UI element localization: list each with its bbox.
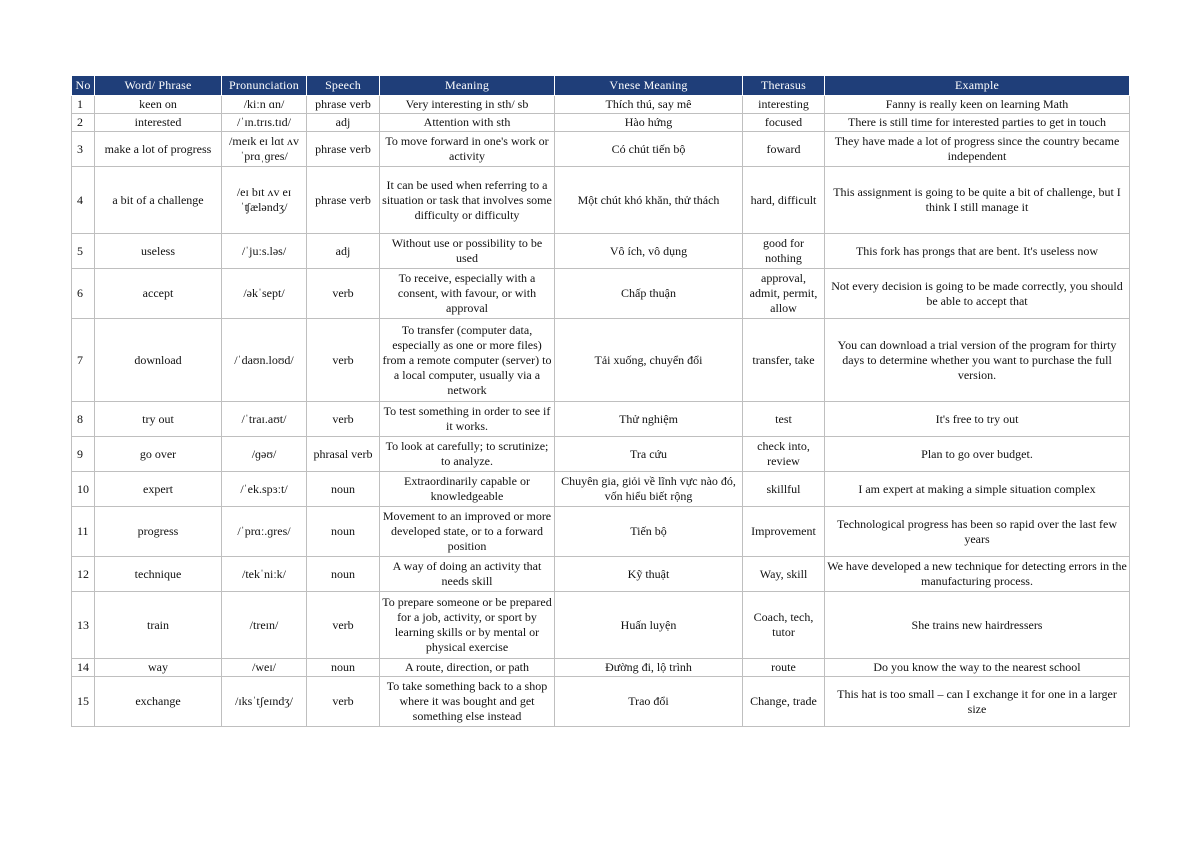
cell-thesaurus: check into, review — [743, 437, 825, 472]
cell-vnese-meaning: Vô ích, vô dụng — [555, 234, 743, 269]
cell-example: It's free to try out — [825, 402, 1130, 437]
cell-word: exchange — [95, 677, 222, 727]
cell-thesaurus: transfer, take — [743, 319, 825, 402]
header-thesaurus: Therasus — [743, 76, 825, 96]
cell-no: 5 — [72, 234, 95, 269]
cell-meaning: To transfer (computer data, especially as one or more files) from a remote computer (server) to a local computer, usually via a network — [380, 319, 555, 402]
cell-example: Do you know the way to the nearest school — [825, 659, 1130, 677]
cell-speech: verb — [307, 319, 380, 402]
cell-meaning: To prepare someone or be prepared for a job, activity, or sport by learning skills or by mental or physical exercise — [380, 592, 555, 659]
header-word: Word/ Phrase — [95, 76, 222, 96]
cell-no: 4 — [72, 167, 95, 234]
cell-vnese-meaning: Trao đổi — [555, 677, 743, 727]
cell-meaning: To look at carefully; to scrutinize; to analyze. — [380, 437, 555, 472]
cell-example: This fork has prongs that are bent. It's useless now — [825, 234, 1130, 269]
cell-example: There is still time for interested parties to get in touch — [825, 114, 1130, 132]
cell-example: You can download a trial version of the program for thirty days to determine whether you want to purchase the full version. — [825, 319, 1130, 402]
cell-example: We have developed a new technique for detecting errors in the manufacturing process. — [825, 557, 1130, 592]
cell-word: make a lot of progress — [95, 132, 222, 167]
cell-word: try out — [95, 402, 222, 437]
cell-word: go over — [95, 437, 222, 472]
cell-meaning: Extraordinarily capable or knowledgeable — [380, 472, 555, 507]
cell-example: This hat is too small – can I exchange it for one in a larger size — [825, 677, 1130, 727]
cell-pronunciation: /ˈtraɪ.aʊt/ — [222, 402, 307, 437]
cell-word: a bit of a challenge — [95, 167, 222, 234]
cell-thesaurus: Way, skill — [743, 557, 825, 592]
cell-speech: noun — [307, 472, 380, 507]
cell-no: 3 — [72, 132, 95, 167]
cell-pronunciation: /əkˈsept/ — [222, 269, 307, 319]
cell-no: 1 — [72, 96, 95, 114]
cell-meaning: Attention with sth — [380, 114, 555, 132]
table-row — [72, 96, 1130, 114]
cell-speech: verb — [307, 592, 380, 659]
header-no: No — [72, 76, 95, 96]
cell-pronunciation: /meɪk eɪ lɑt ʌv ˈprɑˌɡres/ — [222, 132, 307, 167]
cell-vnese-meaning: Kỹ thuật — [555, 557, 743, 592]
cell-speech: noun — [307, 557, 380, 592]
cell-word: way — [95, 659, 222, 677]
cell-no: 15 — [72, 677, 95, 727]
cell-word: keen on — [95, 96, 222, 114]
cell-no: 9 — [72, 437, 95, 472]
cell-speech: noun — [307, 507, 380, 557]
cell-pronunciation: /ˈek.spɜːt/ — [222, 472, 307, 507]
cell-meaning: A way of doing an activity that needs skill — [380, 557, 555, 592]
cell-word: progress — [95, 507, 222, 557]
cell-vnese-meaning: Huấn luyện — [555, 592, 743, 659]
header-speech: Speech — [307, 76, 380, 96]
cell-meaning: To take something back to a shop where it was bought and get something else instead — [380, 677, 555, 727]
table-row — [72, 167, 1130, 234]
cell-vnese-meaning: Hào hứng — [555, 114, 743, 132]
cell-thesaurus: interesting — [743, 96, 825, 114]
header-row — [72, 76, 1130, 96]
header-example: Example — [825, 76, 1130, 96]
cell-thesaurus: focused — [743, 114, 825, 132]
cell-no: 6 — [72, 269, 95, 319]
table-row — [72, 507, 1130, 557]
cell-example: Fanny is really keen on learning Math — [825, 96, 1130, 114]
cell-speech: phrase verb — [307, 167, 380, 234]
cell-no: 11 — [72, 507, 95, 557]
table-row — [72, 472, 1130, 507]
cell-meaning: Movement to an improved or more developed state, or to a forward position — [380, 507, 555, 557]
cell-speech: phrasal verb — [307, 437, 380, 472]
cell-meaning: Without use or possibility to be used — [380, 234, 555, 269]
cell-pronunciation: /treɪn/ — [222, 592, 307, 659]
cell-example: This assignment is going to be quite a bit of challenge, but I think I still manage it — [825, 167, 1130, 234]
cell-thesaurus: good for nothing — [743, 234, 825, 269]
cell-thesaurus: approval, admit, permit, allow — [743, 269, 825, 319]
cell-no: 8 — [72, 402, 95, 437]
cell-word: accept — [95, 269, 222, 319]
cell-no: 7 — [72, 319, 95, 402]
cell-thesaurus: foward — [743, 132, 825, 167]
cell-thesaurus: Change, trade — [743, 677, 825, 727]
header-pronunciation: Pronunciation — [222, 76, 307, 96]
cell-example: I am expert at making a simple situation complex — [825, 472, 1130, 507]
cell-meaning: Very interesting in sth/ sb — [380, 96, 555, 114]
cell-vnese-meaning: Một chút khó khăn, thử thách — [555, 167, 743, 234]
cell-speech: adj — [307, 114, 380, 132]
cell-no: 14 — [72, 659, 95, 677]
table-row — [72, 402, 1130, 437]
cell-vnese-meaning: Có chút tiến bộ — [555, 132, 743, 167]
cell-speech: phrase verb — [307, 132, 380, 167]
cell-pronunciation: /ɡəʊ/ — [222, 437, 307, 472]
cell-thesaurus: skillful — [743, 472, 825, 507]
cell-meaning: To move forward in one's work or activity — [380, 132, 555, 167]
cell-word: expert — [95, 472, 222, 507]
cell-thesaurus: Coach, tech, tutor — [743, 592, 825, 659]
cell-meaning: It can be used when referring to a situation or task that involves some difficulty or difficulty — [380, 167, 555, 234]
cell-vnese-meaning: Chấp thuận — [555, 269, 743, 319]
table-row — [72, 437, 1130, 472]
table-row — [72, 114, 1130, 132]
cell-vnese-meaning: Tra cứu — [555, 437, 743, 472]
header-vnese-meaning: Vnese Meaning — [555, 76, 743, 96]
cell-example: Technological progress has been so rapid over the last few years — [825, 507, 1130, 557]
cell-speech: verb — [307, 269, 380, 319]
cell-speech: noun — [307, 659, 380, 677]
cell-thesaurus: Improvement — [743, 507, 825, 557]
cell-example: They have made a lot of progress since the country became independent — [825, 132, 1130, 167]
table-row — [72, 269, 1130, 319]
cell-vnese-meaning: Chuyên gia, giỏi về lĩnh vực nào đó, vốn hiểu biết rộng — [555, 472, 743, 507]
cell-word: technique — [95, 557, 222, 592]
cell-word: useless — [95, 234, 222, 269]
cell-example: Not every decision is going to be made correctly, you should be able to accept that — [825, 269, 1130, 319]
cell-speech: verb — [307, 677, 380, 727]
table-body — [72, 96, 1130, 727]
cell-speech: verb — [307, 402, 380, 437]
cell-meaning: To test something in order to see if it works. — [380, 402, 555, 437]
cell-pronunciation: /kiːn ɑn/ — [222, 96, 307, 114]
cell-pronunciation: /ˈdaʊn.loʊd/ — [222, 319, 307, 402]
cell-meaning: A route, direction, or path — [380, 659, 555, 677]
cell-example: Plan to go over budget. — [825, 437, 1130, 472]
cell-pronunciation: /ɪksˈtʃeɪndʒ/ — [222, 677, 307, 727]
cell-no: 13 — [72, 592, 95, 659]
cell-word: interested — [95, 114, 222, 132]
cell-pronunciation: /weɪ/ — [222, 659, 307, 677]
table-row — [72, 132, 1130, 167]
cell-vnese-meaning: Tải xuống, chuyển đổi — [555, 319, 743, 402]
cell-vnese-meaning: Đường đi, lộ trình — [555, 659, 743, 677]
vocabulary-table — [71, 75, 1130, 727]
table-row — [72, 592, 1130, 659]
cell-thesaurus: route — [743, 659, 825, 677]
cell-thesaurus: hard, difficult — [743, 167, 825, 234]
cell-thesaurus: test — [743, 402, 825, 437]
cell-example: She trains new hairdressers — [825, 592, 1130, 659]
table-row — [72, 557, 1130, 592]
cell-word: train — [95, 592, 222, 659]
cell-pronunciation: /tekˈniːk/ — [222, 557, 307, 592]
cell-pronunciation: /ˈjuːs.ləs/ — [222, 234, 307, 269]
table-row — [72, 659, 1130, 677]
cell-no: 2 — [72, 114, 95, 132]
cell-word: download — [95, 319, 222, 402]
table-row — [72, 677, 1130, 727]
cell-pronunciation: /ˈɪn.trɪs.tɪd/ — [222, 114, 307, 132]
cell-vnese-meaning: Thích thú, say mê — [555, 96, 743, 114]
cell-pronunciation: /ˈprɑː.ɡres/ — [222, 507, 307, 557]
table-row — [72, 234, 1130, 269]
cell-no: 10 — [72, 472, 95, 507]
cell-speech: phrase verb — [307, 96, 380, 114]
table-row — [72, 319, 1130, 402]
cell-meaning: To receive, especially with a consent, with favour, or with approval — [380, 269, 555, 319]
cell-vnese-meaning: Tiến bộ — [555, 507, 743, 557]
cell-no: 12 — [72, 557, 95, 592]
header-meaning: Meaning — [380, 76, 555, 96]
cell-speech: adj — [307, 234, 380, 269]
cell-vnese-meaning: Thử nghiệm — [555, 402, 743, 437]
cell-pronunciation: /eɪ bɪt ʌv eɪ ˈʧæləndʒ/ — [222, 167, 307, 234]
